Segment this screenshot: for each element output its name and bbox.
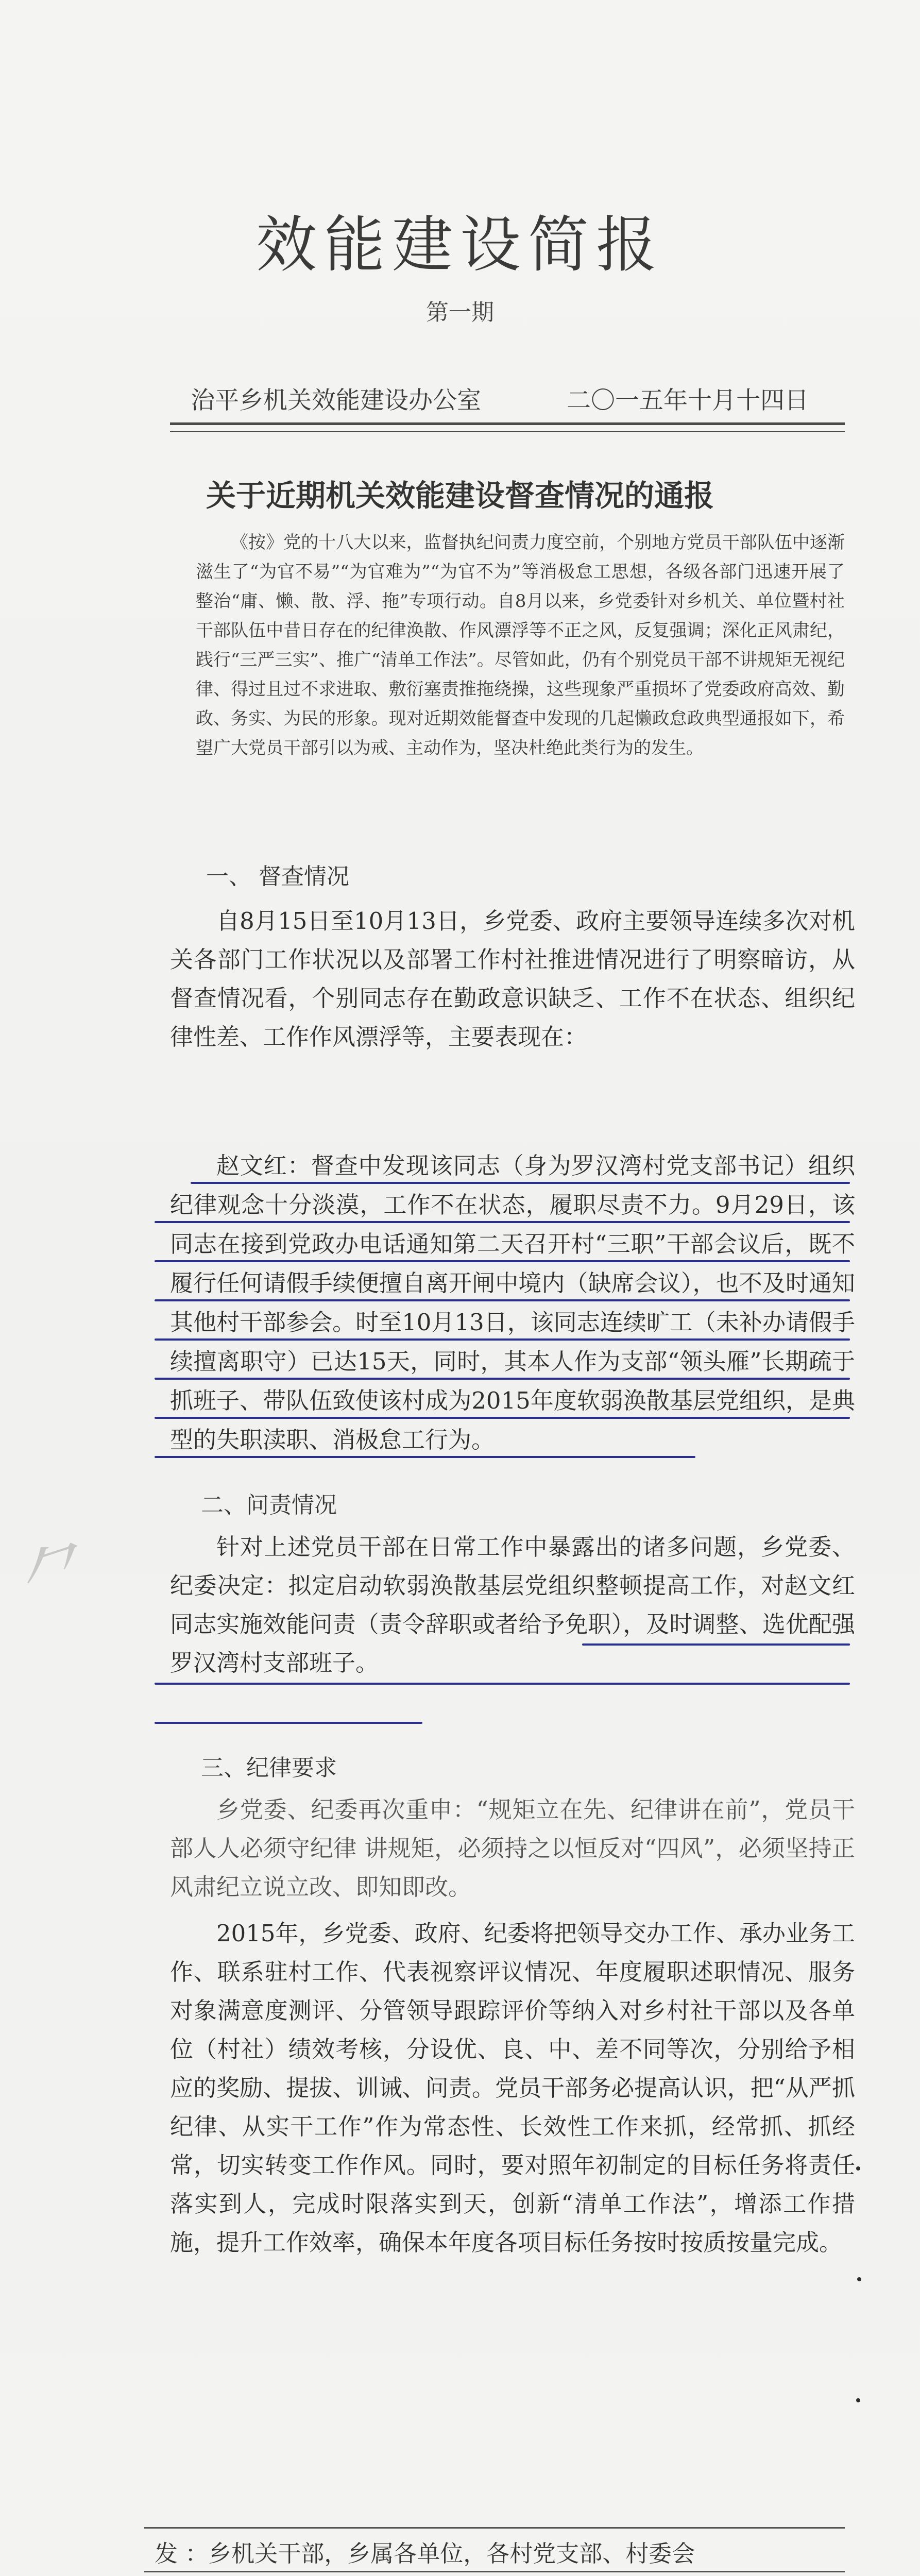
ink-underline [155,1260,850,1262]
issuing-office: 治平乡机关效能建设办公室 [191,386,481,415]
section-2-title: 二、问责情况 [201,1492,337,1518]
ink-underline [155,1722,422,1724]
section-1-title: 一、 督查情况 [206,863,349,890]
bulletin-title: 效能建设简报 [255,209,664,280]
ink-underline [582,1643,850,1646]
section-1-paragraph-1: 自8月15日至10月13日，乡党委、政府主要领导连续多次对机关各部门工作状况以及部署工作村社推进情况进行了明察暗访，从督查情况看，个别同志存在勤政意识缺乏、工作不在状态、组织纪律性差、工作作风漂浮等，主要表现在： [170,907,855,1050]
ink-dot [856,2166,860,2171]
header-divider [170,422,845,432]
ink-dot [856,2398,860,2402]
section-3-paragraph-2: 2015年，乡党委、政府、纪委将把领导交办工作、承办业务工作、联系驻村工作、代表视察评议情况、年度履职述职情况、服务对象满意度测评、分管领导跟踪评价等纳入对乡村社干部以及各单位（村社）绩效考核，分设优、良、中、差不同等次，分别给予相应的奖励、提拔、训诫、问责。党员干部务必提高认识，把“从严抓纪律、从实干工作”作为常态性、长效性工作来抓，经常抓、抓经常，切实转变工作作风。同时，要对照年初制定的目标任务将责任落实到人，完成时限落实到天，创新“清单工作法”，增添工作措施，提升工作效率，确保本年度各项目标任务按时按质按量完成。 [170,1920,855,2256]
section-1-intro [170,902,855,1056]
section-1-paragraph-2: 赵文红：督查中发现该同志（身为罗汉湾村党支部书记）组织纪律观念十分淡漠，工作不在状态，履职尽责不力。9月29日，该同志在接到党政办电话通知第二天召开村“三职”干部会议后，既不履行任何请假手续便擅自离开闸中境内（缺席会议），也不及时通知其他村干部参会。时至10月13日，该同志连续旷工（未补办请假手续擅离职守）已达15天，同时，其本人作为支部“领头雁”长期疏于抓班子、带队伍致使该村成为2015年度软弱涣散基层党组织，是典型的失职渎职、消极怠工行为。 [170,1152,855,1453]
ink-underline [155,1221,850,1223]
preface-text: 《按》党的十八大以来，监督执纪问责力度空前，个别地方党员干部队伍中逐渐滋生了“为官不易”“为官难为”“为官不为”等消极怠工思想，各级各部门迅速开展了整治“庸、懒、散、浮、拖”专项行动。自8月以来，乡党委针对乡机关、单位暨村社干部队伍中昔日存在的纪律涣散、作风漂浮等不正之风，反复强调；深化正风肃纪，践行“三严三实”、推广“清单工作法”。尽管如此，仍有个别党员干部不讲规矩无视纪律、得过且过不求进取、敷衍塞责推拖绕操，这些现象严重损坏了党委政府高效、勤政、务实、为民的形象。现对近期效能督查中发现的几起懒政怠政典型通报如下，希望广大党员干部引以为戒、主动作为，坚决杜绝此类行为的发生。 [196,532,845,758]
ink-underline [155,1378,850,1380]
section-1-case [170,1146,855,1460]
ink-underline [155,1299,850,1301]
section-3-paragraph-1: 乡党委、纪委再次重申：“规矩立在先、纪律讲在前”，党员干部人人必须守纪律 讲规矩，必须持之以恒反对“四风”，必须坚持正风肃纪立说立改、即知即改。 [170,1796,855,1901]
footer-rule-middle [144,2571,845,2572]
footer-rule-top [144,2527,845,2529]
editor-preface [196,528,845,763]
section-3-title: 三、纪律要求 [201,1755,337,1781]
ink-underline [155,1417,850,1419]
ink-underline [155,1456,695,1458]
issue-number: 第一期 [426,299,494,326]
section-3-body-1 [170,1790,855,1906]
section-2-paragraph-1: 针对上述党员干部在日常工作中暴露出的诸多问题，乡党委、纪委决定：拟定启动软弱涣散基层党组织整顿提高工作，对赵文红同志实施效能问责（责令辞职或者给予免职），及时调整、选优配强罗汉湾村支部班子。 [170,1533,855,1676]
distribution-list: 发 ：乡机关干部，乡属各单位，各村党支部、村委会 [155,2540,695,2567]
notice-headline: 关于近期机关效能建设督查情况的通报 [206,478,714,513]
issue-date: 二〇一五年十月十四日 [567,386,809,415]
ink-underline [155,1338,850,1341]
section-3-body-2 [170,1914,855,2262]
ink-dot [857,2277,861,2281]
section-2-body [170,1528,855,1682]
ink-underline [155,1683,850,1685]
faded-stamp-mark: ⺈ [11,1526,106,1629]
ink-underline [191,1182,850,1184]
